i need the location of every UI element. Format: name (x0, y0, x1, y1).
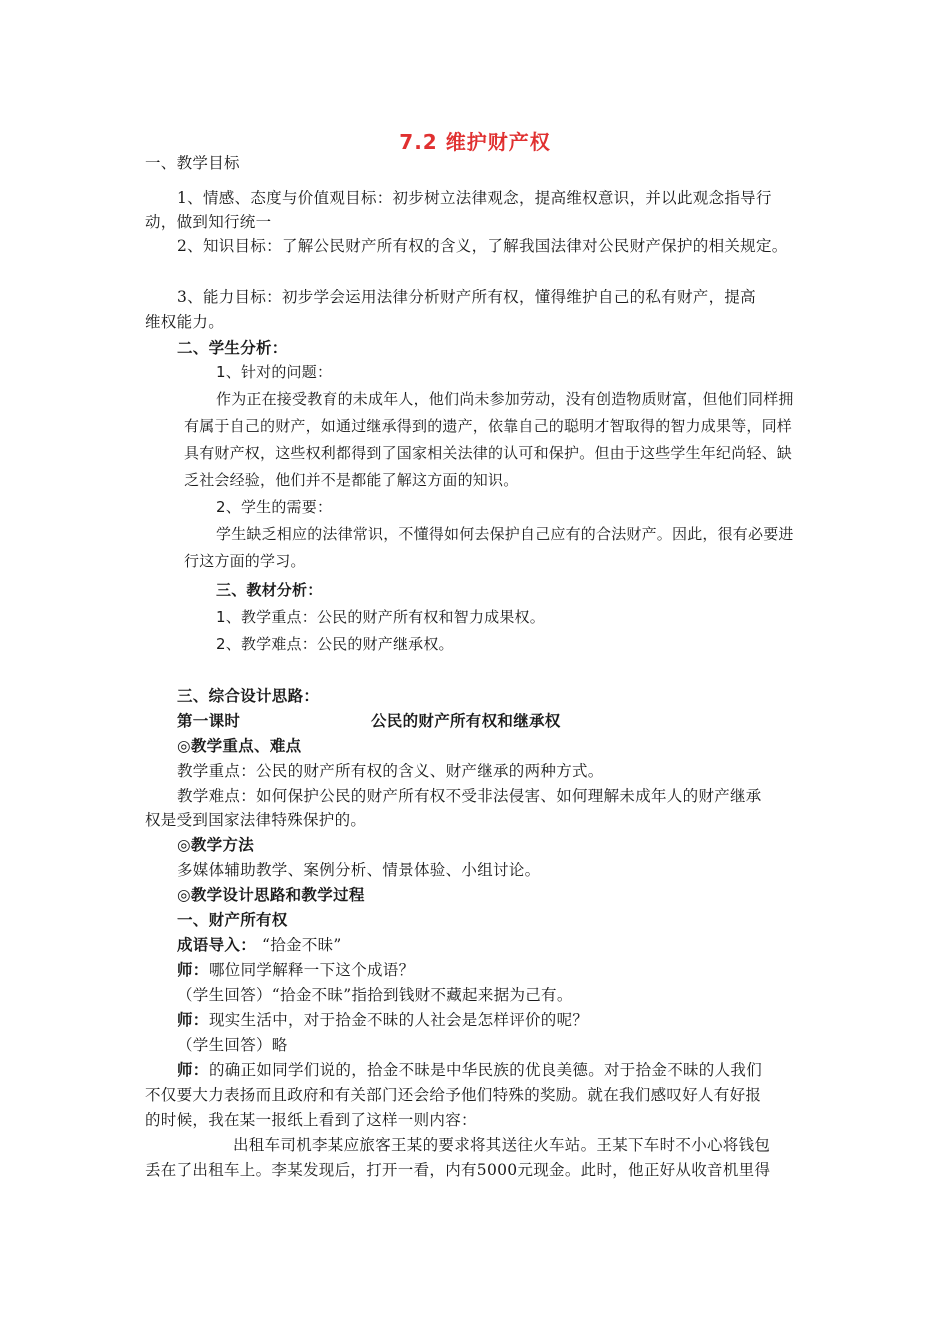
paragraph-line: 权是受到国家法律特殊保护的。 (145, 811, 367, 829)
paragraph-line: 不仅要大力表扬而且政府和有关部门还会给予他们特殊的奖励。就在我们感叹好人有好报 (145, 1086, 762, 1104)
paragraph-line: 哪位同学解释一下这个成语？ (209, 961, 415, 979)
paragraph-line: 乏社会经验，他们并不是都能了解这方面的知识。 (184, 471, 519, 489)
paragraph-line: （学生回答）“拾金不昧”指拾到钱财不藏起来据为己有。 (177, 986, 573, 1004)
paragraph-line: “拾金不昧” (262, 936, 342, 954)
paragraph-line: 具有财产权，这些权利都得到了国家相关法律的认可和保护。但由于这些学生年纪尚轻、缺 (184, 444, 793, 462)
subheading: ◎教学重点、难点 (177, 736, 302, 755)
lesson-label: 第一课时 (177, 711, 241, 730)
paragraph-line: 的时候，我在某一报纸上看到了这样一则内容： (145, 1111, 477, 1129)
section-heading-textbook-analysis: 三、教材分析： (216, 581, 323, 599)
paragraph-line: 多媒体辅助教学、案例分析、情景体验、小组讨论。 (177, 861, 541, 879)
subheading: 一、财产所有权 (177, 910, 288, 929)
lesson-title: 公民的财产所有权和继承权 (371, 711, 561, 730)
teacher-label: 师： (177, 1010, 209, 1029)
paragraph-line: 教学重点：公民的财产所有权的含义、财产继承的两种方式。 (177, 762, 604, 780)
section-heading-student-analysis: 二、学生分析： (177, 338, 288, 357)
section-heading-design: 三、综合设计思路： (177, 686, 320, 705)
paragraph-line: 动，做到知行统一 (145, 213, 272, 231)
subheading: ◎教学方法 (177, 835, 255, 854)
paragraph-line: 2、知识目标：了解公民财产所有权的含义，了解我国法律对公民财产保护的相关规定。 (177, 237, 788, 255)
paragraph-line: 行这方面的学习。 (184, 552, 306, 570)
section-heading-objectives: 一、教学目标 (145, 154, 240, 172)
paragraph-line: 出租车司机李某应旅客王某的要求将其送往火车站。王某下车时不小心将钱包 (233, 1136, 771, 1154)
dialogue-label: 成语导入： (177, 935, 257, 954)
paragraph-line: 2、教学难点：公民的财产继承权。 (216, 635, 454, 653)
teacher-label: 师： (177, 960, 209, 979)
paragraph-line: 维权能力。 (145, 313, 225, 331)
paragraph-line: 3、能力目标：初步学会运用法律分析财产所有权，懂得维护自己的私有财产，提高 (177, 288, 756, 306)
paragraph-line: 现实生活中，对于拾金不昧的人社会是怎样评价的呢？ (209, 1011, 589, 1029)
paragraph-line: （学生回答）略 (177, 1036, 288, 1054)
paragraph-line: 丢在了出租车上。李某发现后，打开一看，内有5000元现金。此时，他正好从收音机里得 (145, 1161, 771, 1179)
document-title: 7.2 维护财产权 (399, 130, 551, 154)
subheading: 1、针对的问题： (216, 363, 333, 381)
subheading: ◎教学设计思路和教学过程 (177, 885, 365, 904)
teacher-label: 师： (177, 1060, 209, 1079)
paragraph-line: 作为正在接受教育的未成年人，他们尚未参加劳动，没有创造物质财富，但他们同样拥 (216, 390, 794, 408)
paragraph-line: 有属于自己的财产，如通过继承得到的遗产，依靠自己的聪明才智取得的智力成果等，同样 (184, 417, 793, 435)
paragraph-line: 的确正如同学们说的，拾金不昧是中华民族的优良美德。对于拾金不昧的人我们 (209, 1061, 763, 1079)
subheading: 2、学生的需要： (216, 498, 333, 516)
paragraph-line: 1、情感、态度与价值观目标：初步树立法律观念，提高维权意识，并以此观念指导行 (177, 189, 772, 207)
paragraph-line: 学生缺乏相应的法律常识，不懂得如何去保护自己应有的合法财产。因此，很有必要进 (216, 525, 794, 543)
paragraph-line: 1、教学重点：公民的财产所有权和智力成果权。 (216, 608, 545, 626)
paragraph-line: 教学难点：如何保护公民的财产所有权不受非法侵害、如何理解未成年人的财产继承 (177, 787, 762, 805)
